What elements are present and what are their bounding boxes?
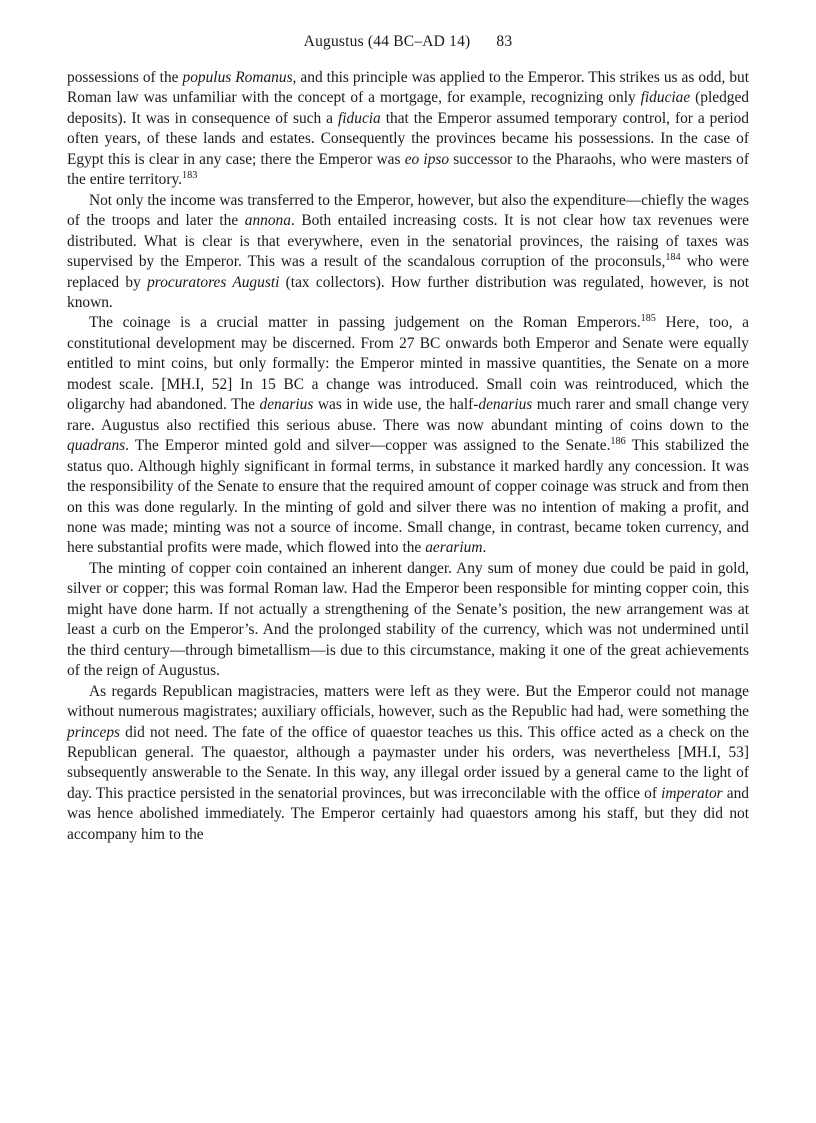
footnote-marker[interactable]: 186 xyxy=(610,436,626,448)
italic-term: aerarium xyxy=(425,539,483,557)
italic-term: populus Romanus, xyxy=(182,69,297,86)
italic-term: procuratores Augusti xyxy=(147,273,280,291)
italic-term: fiduciae xyxy=(640,89,691,107)
running-header-title: Augustus (44 BC–AD 14) xyxy=(303,33,471,50)
footnote-marker[interactable]: 184 xyxy=(665,251,681,263)
italic-term: princeps xyxy=(67,723,121,741)
italic-term: quadrans xyxy=(67,437,126,455)
italic-term: eo ipso xyxy=(404,150,450,168)
italic-term: imperator xyxy=(661,784,723,802)
para-copper-coin: The minting of copper coin contained an inherent danger. Any sum of money due could be paid in gold, silver or copper; this was formal Roman law. Had the Emperor been responsible for minting copper coin, this might have done harm. If not actually a strengthening of the Senate’s position, the new arrangement was at least a curb on the Emperor’s. And the prolonged stability of the currency, which was not undermined until the third century—through bimetallism—is due to this circumstance, making it one of the great achievements of the reign of Augustus. xyxy=(67,559,749,680)
para-possessions: possessions of the populus Romanus, and this principle was applied to the Emperor. This strikes us as odd, but Roman law was unfamiliar with the concept of a mortgage, for example, recognizing only fiduciae (pledged deposits). It was in consequence of such a fiducia that the Emperor assumed temporary control, for a period often years, of these lands and estates. Consequently the provinces became his possessions. In the case of Egypt this is clear in any case; there the Emperor was eo ipso successor to the Pharaohs, who were masters of the entire territory.$^{183}$ xyxy=(67,69,750,189)
footnote-marker[interactable]: 185 xyxy=(640,313,656,325)
page-number: 83 xyxy=(496,33,513,50)
para-not-only-income: Not only the income was transferred to the Emperor, however, but also the expenditure—chiefly the wages of the troops and later the annona. Both entailed increasing costs. It is not clear how tax revenues were distributed. What is clear is that everywhere, even in the senatorial provinces, the raising of taxes was supervised by the Emperor. This was a result of the scandalous corruption of the proconsuls,$^{184}$ who were replaced by procuratores Augusti (tax collectors). How further distribution was regulated, however, is not known. xyxy=(67,191,749,311)
footnote-marker[interactable]: 183 xyxy=(182,170,198,182)
page-body xyxy=(67,68,749,845)
italic-term: fiducia xyxy=(338,109,381,127)
italic-term: denarius xyxy=(259,396,314,414)
marginal-reference: [MH.I, 53] xyxy=(677,743,749,761)
para-coinage: The coinage is a crucial matter in passing judgement on the Roman Emperors.$^{185}$ Here, too, a constitutional development may be discerned. From 27 BC onwards both Emperor and Senate were equally entitled to mint coins, but only formally: the Emperor minted in massive quantities, the Senate on a more modest scale. [MH.I, 52] In 15 BC a change was introduced. Small coin was reintroduced, which the oligarchy had abandoned. The denarius was in wide use, the half-denarius much rarer and small change very rare. Augustus also rectified this serious abuse. There was now abundant minting of coins down to the quadrans. The Emperor minted gold and silver—copper was assigned to the Senate.$^{186}$ This stabilized the status quo. Although highly significant in formal terms, in substance it marked hardly any concession. It was the responsibility of the Senate to ensure that the required amount of copper coinage was struck and from then on this was done regularly. In the minting of gold and silver there was no intention of making a profit, and none was made; minting was not a source of income. Small change, in contrast, became token currency, and here substantial profits were made, which flowed into the aerarium. xyxy=(67,313,749,557)
running-header xyxy=(67,33,749,51)
para-magistracies: As regards Republican magistracies, matters were left as they were. But the Emperor could not manage without numerous magistrates; auxiliary officials, however, such as the Republic had had, were something the princeps did not need. The fate of the office of quaestor teaches us this. This office acted as a check on the Republican general. The quaestor, although a paymaster under his orders, was nevertheless [MH.I, 53] subsequently answerable to the Senate. In this way, any illegal order issued by a general came to the light of day. This practice persisted in the senatorial provinces, but was irreconcilable with the office of imperator and was hence abolished immediately. The Emperor certainly had quaestors among his staff, but they did not accompany him to the xyxy=(67,682,749,843)
marginal-reference: [MH.I, 52] xyxy=(161,375,233,393)
italic-term: denarius xyxy=(478,396,533,414)
italic-term: annona xyxy=(244,212,291,230)
